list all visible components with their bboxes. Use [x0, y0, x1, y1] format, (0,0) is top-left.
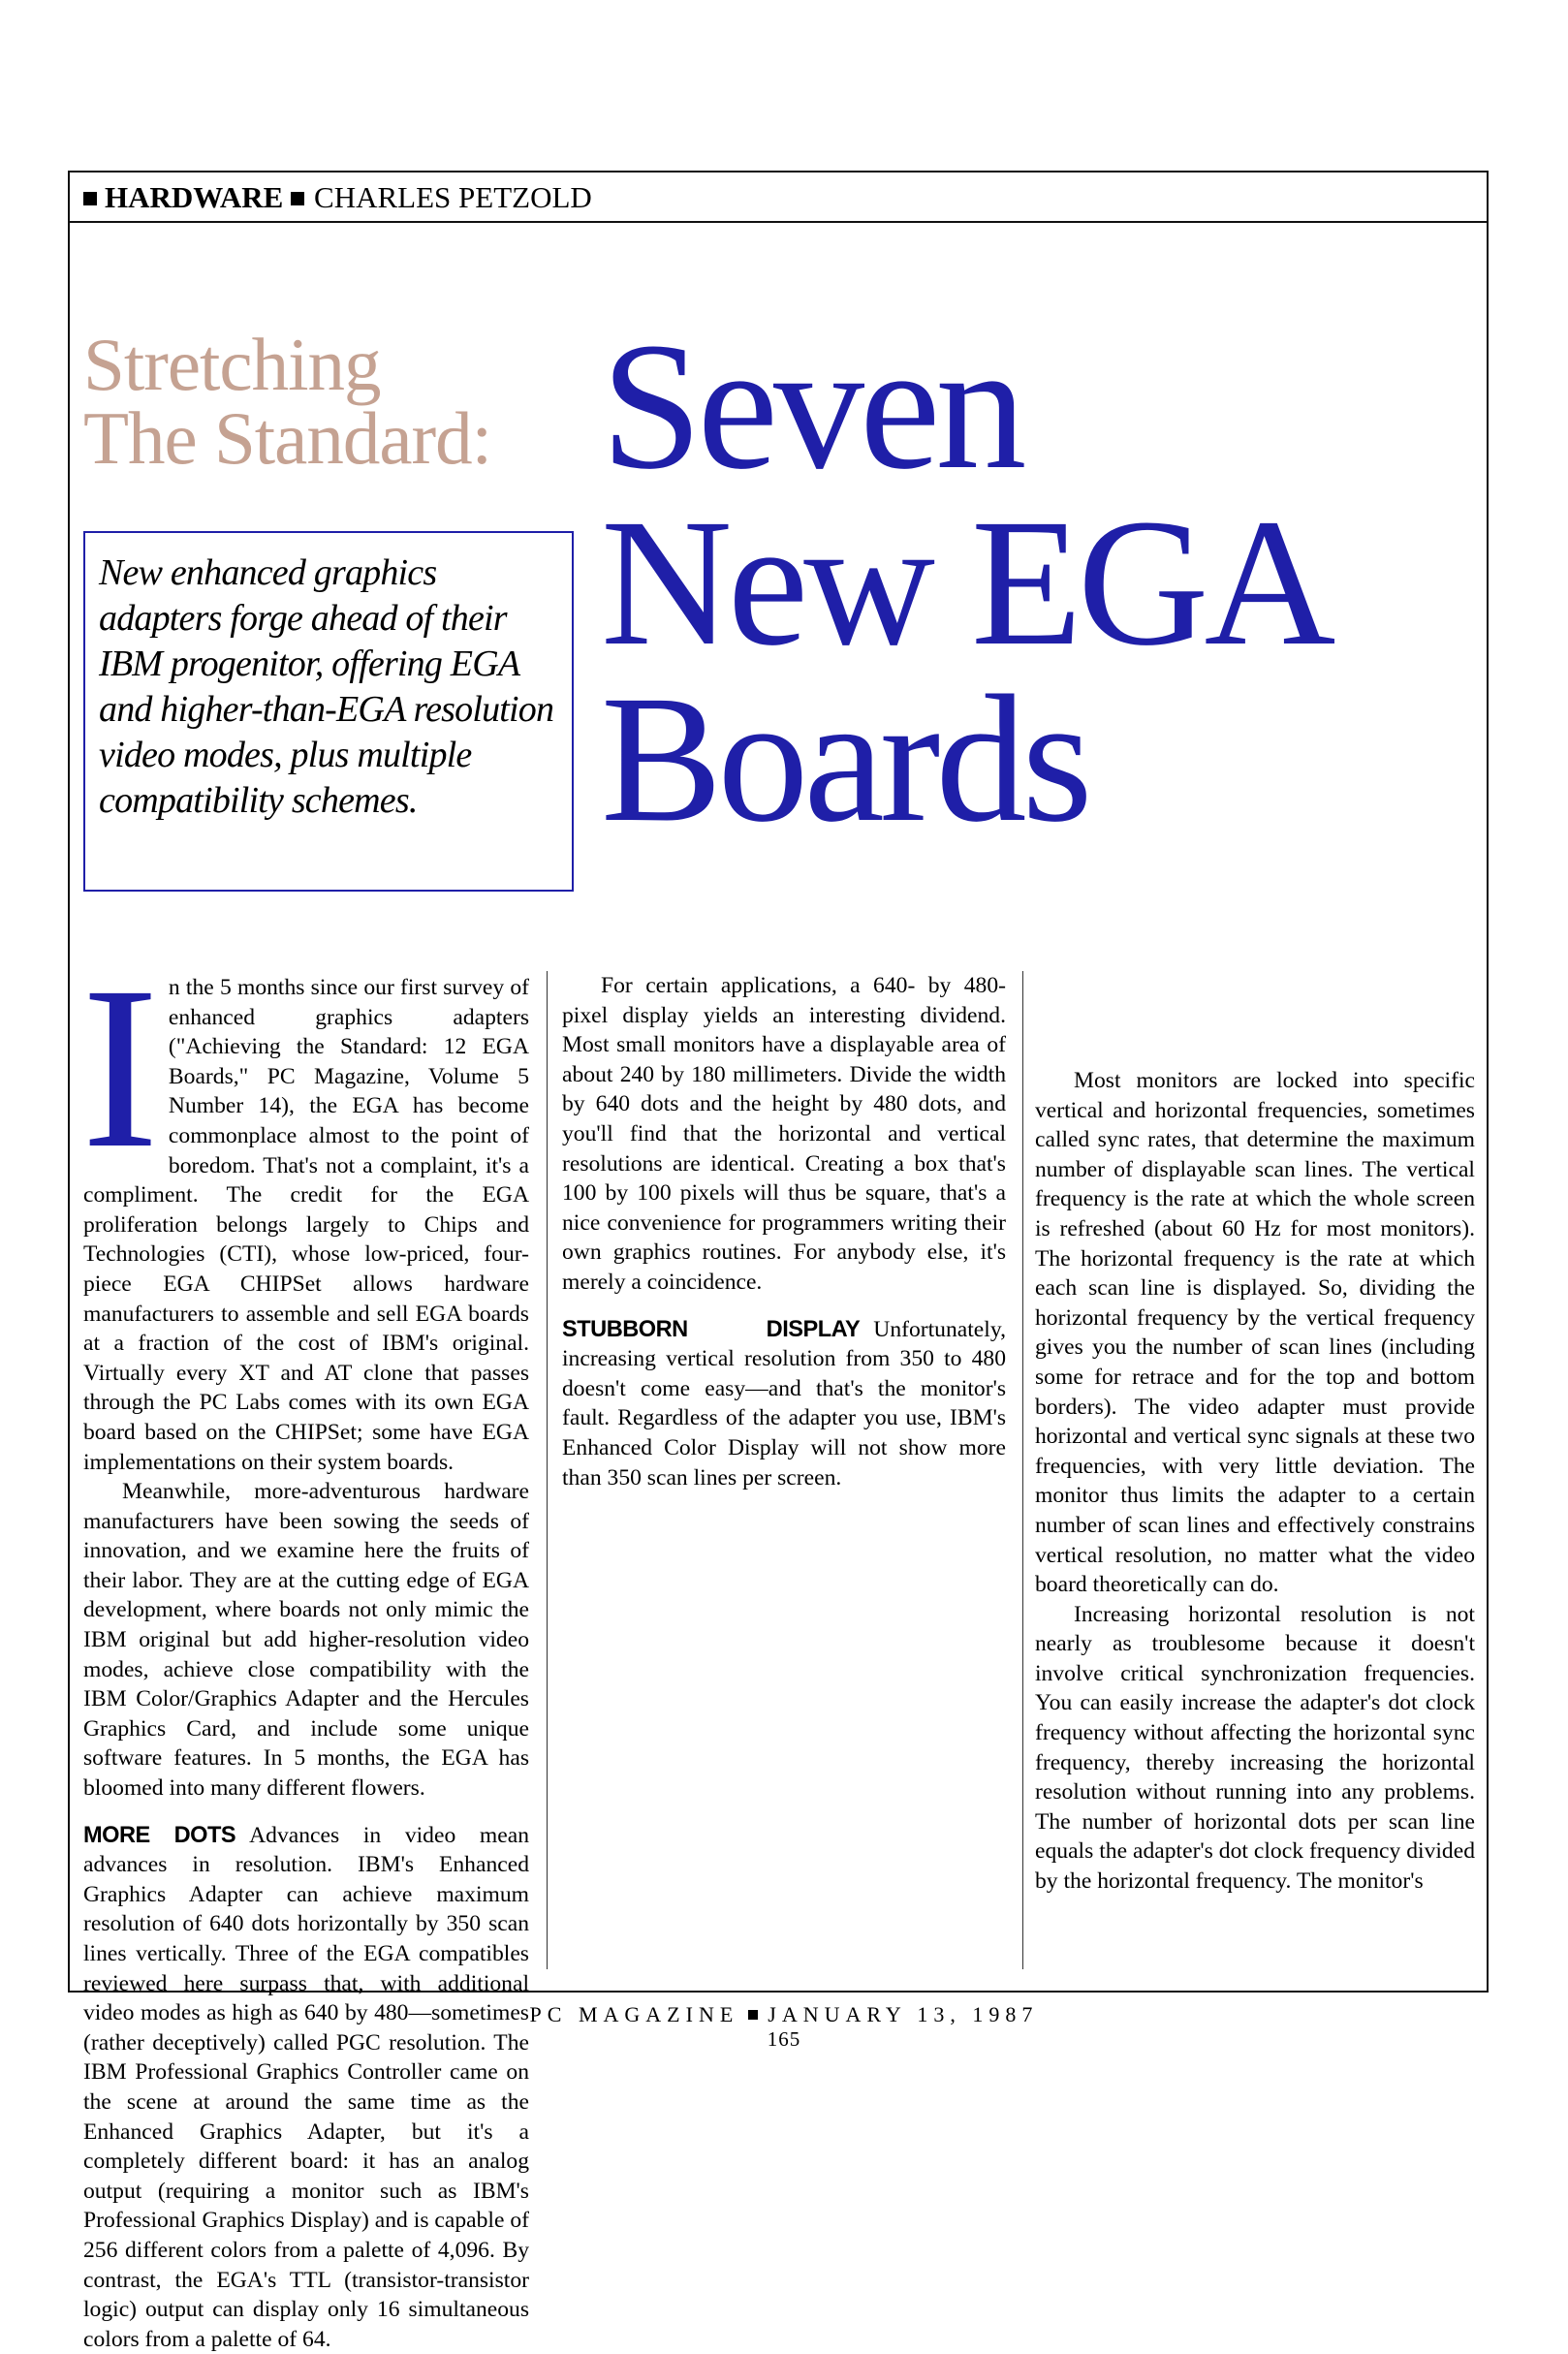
- paragraph: n the 5 months since our first survey of enhanced graphics adapters ("Achieving the Standard: 12 EGA Boards," PC Magazine, Volume 5 Number 14), the EGA has become commonplace almost to the point of boredom. That's not a complaint, it's a compliment. The credit for the EGA proliferation belongs largely to Chips and Technologies (CTI), whose low-priced, four-piece EGA CHIPSet allows hardware manufacturers to assemble and sell EGA boards at a fraction of the cost of IBM's original. Virtually every XT and AT clone that passes through the PC Labs comes with its own EGA board based on the CHIPSet; some have EGA implementations on their system boards.: [83, 975, 529, 1475]
- header-divider: [70, 221, 1487, 223]
- paragraph: Increasing horizontal resolution is not nearly as troublesome because it doesn't involve critical synchronization frequencies. You can easily increase the adapter's dot clock frequency without affecting the horizontal sync frequency, thereby increasing the horizontal resolution without running into any problems. The number of horizontal dots per scan line equals the adapter's dot clock frequency divided by the horizontal frequency. The monitor's: [1035, 1601, 1475, 1895]
- drop-cap: I: [81, 938, 159, 1196]
- page-footer: [0, 2002, 1568, 2027]
- section-header: [83, 178, 592, 217]
- subhead: MORE DOTS: [83, 1822, 236, 1848]
- headline-line-2: New EGA: [601, 481, 1332, 683]
- column-2: [562, 971, 1006, 1492]
- page-number: 165: [767, 2027, 801, 2051]
- publication-name: PC MAGAZINE: [529, 2002, 739, 2026]
- title-kicker: [83, 323, 492, 480]
- deck-box: [83, 531, 574, 892]
- kicker-line-1: Stretching: [83, 323, 381, 406]
- paragraph-with-subhead: [83, 1821, 529, 2354]
- column-divider: [1022, 971, 1023, 1969]
- bullet-icon: [748, 2010, 758, 2020]
- column-3: [1035, 1066, 1475, 1897]
- issue-date: JANUARY 13, 1987: [768, 2002, 1039, 2026]
- author-byline: CHARLES PETZOLD: [314, 180, 592, 214]
- headline-line-3: Boards: [601, 657, 1088, 860]
- paragraph: Most monitors are locked into specific vertical and horizontal frequencies, sometimes called sync rates, that determine the maximum number of displayable scan lines. The vertical frequency is the rate at which the whole screen is refreshed (about 60 Hz for most monitors). The horizontal frequency is the rate at which each scan line is displayed. So, dividing the horizontal frequency by the vertical frequency gives you the number of scan lines (including some for retrace and for the top and bottom borders). The video adapter must provide horizontal and vertical sync signals at these two frequencies, with very little deviation. The monitor thus limits the adapter to a certain number of scan lines and effectively constrains vertical resolution, no matter what the video board theoretically can do.: [1035, 1068, 1475, 1598]
- paragraph: For certain applications, a 640- by 480-pixel display yields an interesting dividend. Most small monitors have a displayable area of about 240 by 180 millimeters. Divide the width by 640 dots and the height by 480 dots, and you'll find that the horizontal and vertical resolutions are identical. Creating a box that's 100 by 100 pixels will thus be square, that's a nice convenience for programmers writing their own graphics routines. For anybody else, it's merely a coincidence.: [562, 973, 1006, 1295]
- bullet-icon: [83, 192, 97, 205]
- paragraph-text: Advances in video mean advances in resolution. IBM's Enhanced Graphics Adapter can achieve maximum resolution of 640 dots horizontally by 350 scan lines vertically. Three of the EGA compatibles reviewed here surpass that, with additional video modes as high as 640 by 480—sometimes (rather deceptively) called PGC resolution. The IBM Professional Graphics Controller came on the scene at around the same time as the Enhanced Graphics Adapter, but it's a completely different board: it has an analog output (requiring a monitor such as IBM's Professional Graphics Display) and is capable of 256 different colors from a palette of 4,096. By contrast, the EGA's TTL (transistor-transistor logic) output can display only 16 simultaneous colors from a palette of 64.: [83, 1822, 529, 2352]
- paragraph-text: Unfortunately, increasing vertical resolution from 350 to 480 doesn't come easy—and that's the monitor's fault. Regardless of the adapter you use, IBM's Enhanced Color Display will not show more than 350 scan lines per screen.: [562, 1316, 1006, 1491]
- article-deck: New enhanced graphics adapters forge ahead of their IBM progenitor, offering EGA and higher-than-EGA resolution video modes, plus multiple compatibility schemes.: [99, 552, 554, 821]
- paragraph-with-subhead: [562, 1315, 1006, 1493]
- section-label: HARDWARE: [105, 180, 284, 214]
- subhead: STUBBORN DISPLAY: [562, 1316, 861, 1342]
- headline-line-1: Seven: [601, 304, 1022, 507]
- bullet-icon: [291, 192, 304, 205]
- column-1: [81, 938, 529, 2354]
- column-divider: [547, 971, 548, 1969]
- paragraph: Meanwhile, more-adventurous hardware manufacturers have been sowing the seeds of innovation, and we examine here the fruits of their labor. They are at the cutting edge of EGA development, where boards not only mimic the IBM original but add higher-resolution video modes, achieve close compatibility with the IBM Color/Graphics Adapter and the Hercules Graphics Card, and include some unique software features. In 5 months, the EGA has bloomed into many different flowers.: [83, 1479, 529, 1802]
- article-headline: [601, 304, 1332, 860]
- kicker-line-2: The Standard:: [83, 396, 492, 480]
